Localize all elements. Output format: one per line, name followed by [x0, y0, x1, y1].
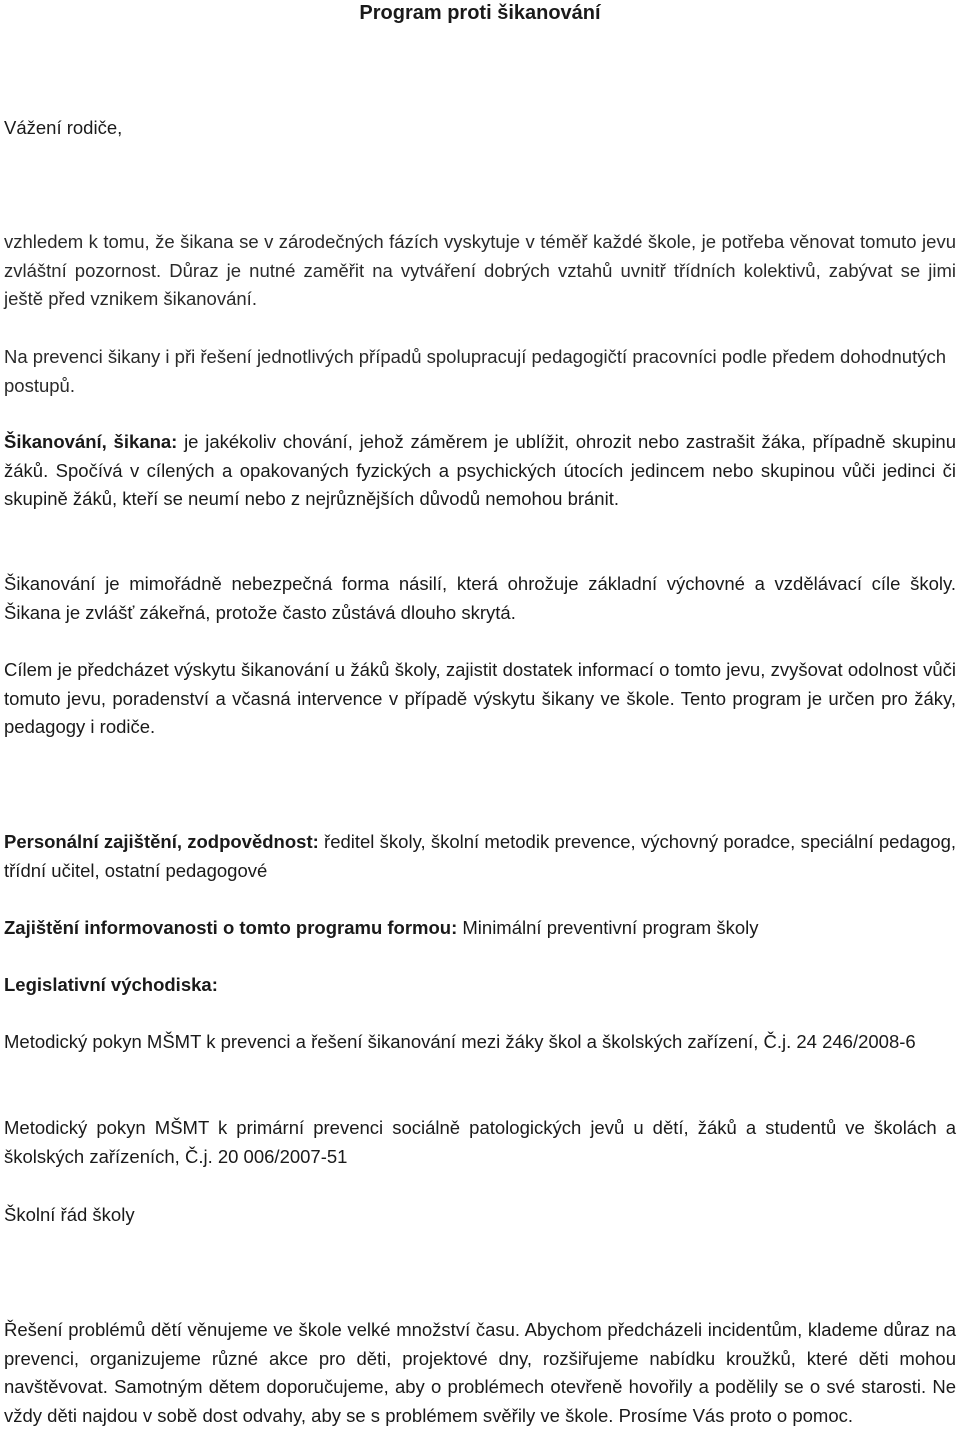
- information-text: Minimální preventivní program školy: [457, 917, 759, 938]
- personnel-label: Personální zajištění, zodpovědnost:: [4, 831, 319, 852]
- definition-paragraph: [4, 428, 956, 514]
- intro-paragraph: vzhledem k tomu, že šikana se v zárodečných fázích vyskytuje v téměř každé škole, je potřeba věnovat tomuto jevu zvláštní pozornost. Důraz je nutné zaměřit na vytváření dobrých vztahů uvnitř třídních kolektivů, zabývat se jimi ještě před vznikem šikanování.: [4, 231, 956, 309]
- definition-term: Šikanování, šikana:: [4, 431, 178, 452]
- definition-text: je jakékoliv chování, jehož záměrem je ublížit, ohrozit nebo zastrašit žáka, případně skupinu žáků. Spočívá v cílených a opakovaných fyzických a psychických útocích jedincem nebo skupinou vůči jedinci či skupině žáků, kteří se neumí nebo z nejrůznějších důvodů nemohou bránit.: [4, 431, 957, 509]
- legislation-item: Metodický pokyn MŠMT k prevenci a řešení šikanování mezi žáky škol a školských zařízení, Č.j. 24 246/2008-6: [4, 1031, 916, 1052]
- legislation-item: Metodický pokyn MŠMT k primární prevenci sociálně patologických jevů u dětí, žáků a studentů ve školách a školských zařízeních, Č.j. 20 006/2007-51: [4, 1117, 956, 1167]
- danger-paragraph: Šikanování je mimořádně nebezpečná forma násilí, která ohrožuje základní výchovné a vzdělávací cíle školy. Šikana je zvlášť zákeřná, protože často zůstává dlouho skrytá.: [4, 573, 956, 623]
- personnel-text: ředitel školy, školní metodik prevence, výchovný poradce, speciální pedagog, třídní učitel, ostatní pedagogové: [4, 831, 957, 881]
- information-label: Zajištění informovanosti o tomto programu formou:: [4, 917, 458, 938]
- personnel-paragraph: [4, 828, 956, 885]
- legislation-item: Školní řád školy: [4, 1204, 135, 1225]
- page-title: Program proti šikanování: [359, 2, 601, 24]
- legislation-heading: Legislativní východiska:: [4, 974, 218, 995]
- prevention-paragraph: Na prevenci šikany i při řešení jednotlivých případů spolupracují pedagogičtí pracovníci podle předem dohodnutých postupů.: [4, 346, 947, 396]
- goal-paragraph: Cílem je předcházet výskytu šikanování u žáků školy, zajistit dostatek informací o tomto jevu, zvyšovat odolnost vůči tomuto jevu, poradenství a včasná intervence v případě výskytu šikany ve škole. Tento program je určen pro žáky, pedagogy i rodiče.: [4, 659, 956, 737]
- closing-paragraph: Řešení problémů dětí věnujeme ve škole velké množství času. Abychom předcházeli incidentům, klademe důraz na prevenci, organizujeme různé akce pro děti, projektové dny, rozšiřujeme nabídku kroužků, které děti mohou navštěvovat. Samotným dětem doporučujeme, aby o problémech otevřeně hovořily a podělily se o své starosti. Ne vždy děti najdou v sobě dost odvahy, aby se s problémem svěřily ve škole. Prosíme Vás proto o pomoc.: [4, 1319, 956, 1426]
- salutation: Vážení rodiče,: [4, 117, 123, 138]
- information-paragraph: [4, 914, 956, 943]
